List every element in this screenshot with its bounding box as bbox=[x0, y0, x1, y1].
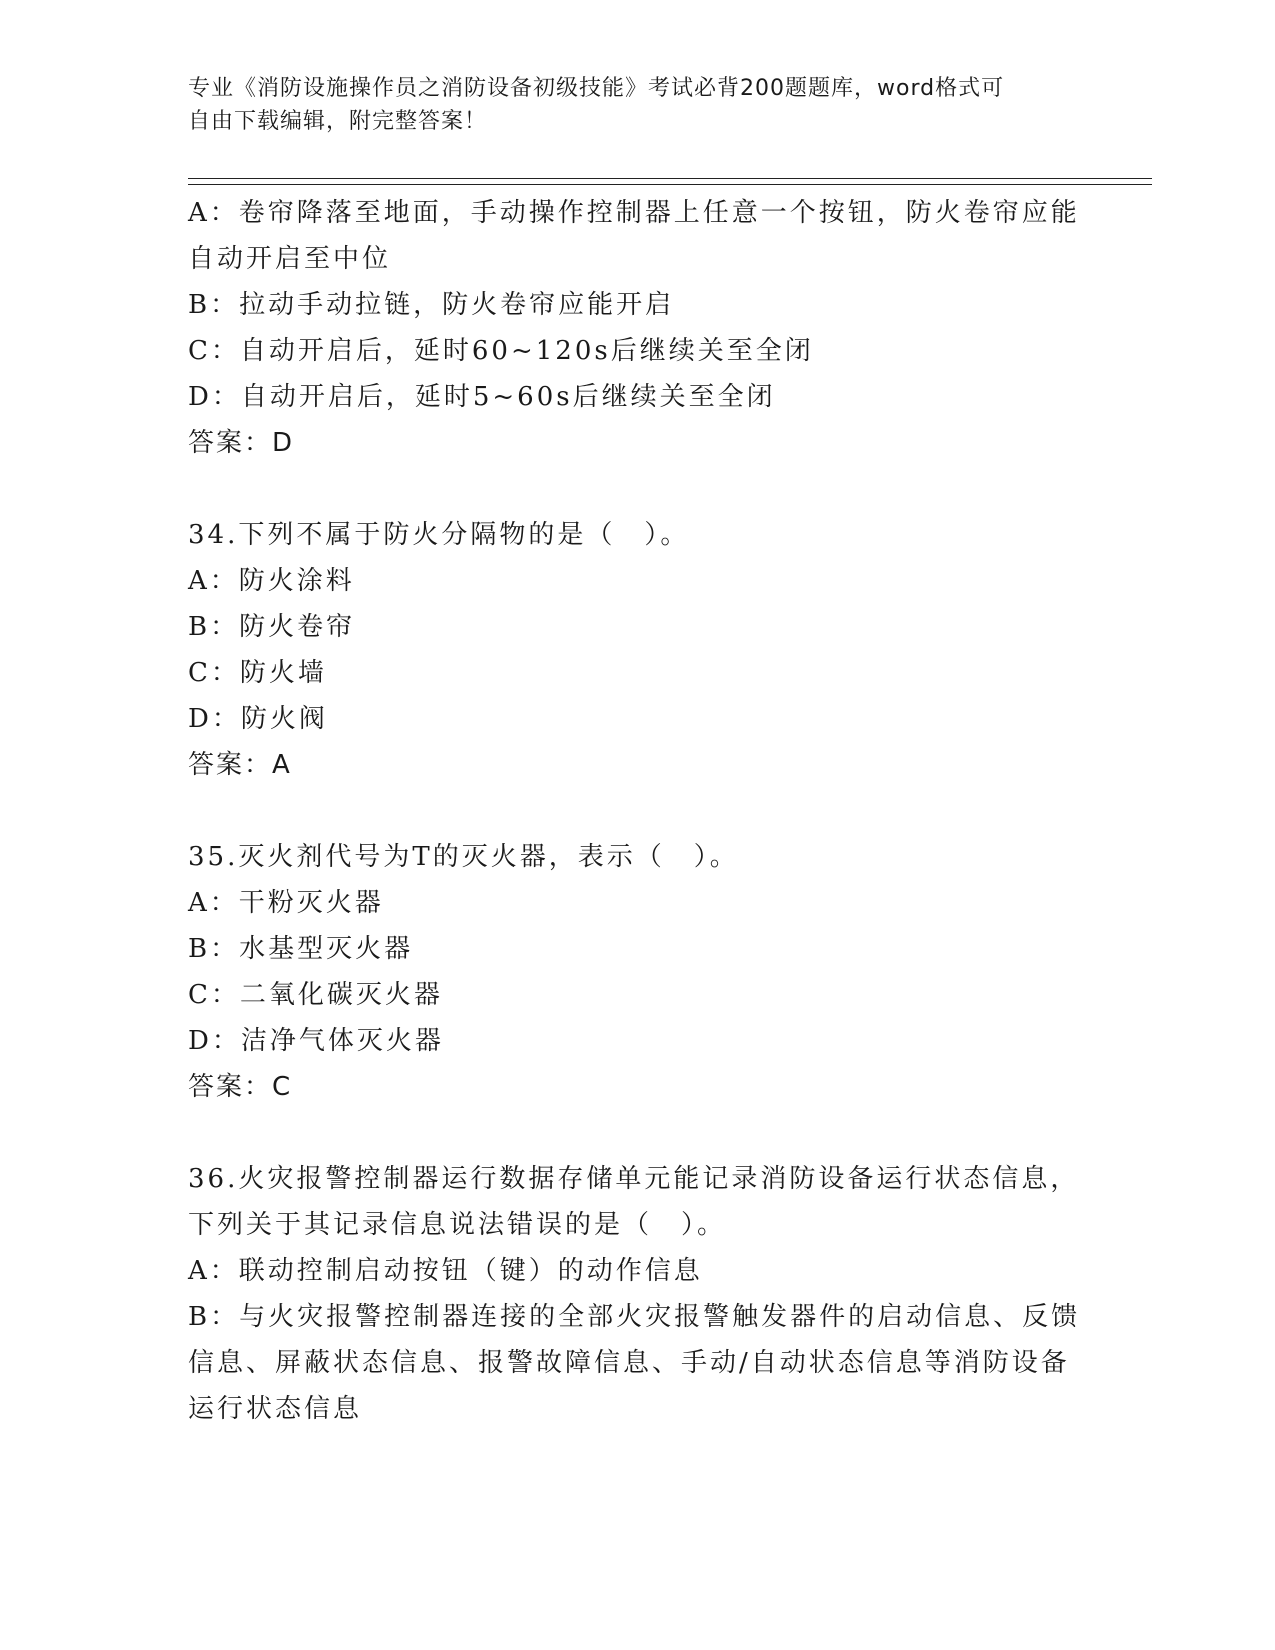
spacer bbox=[188, 788, 1088, 834]
question-35 bbox=[188, 834, 1088, 1110]
option-c: C：防火墙 bbox=[188, 658, 327, 688]
header-line-1: 专业《消防设施操作员之消防设备初级技能》考试必背200题题库，word格式可 bbox=[188, 76, 1005, 101]
answer: 答案：A bbox=[188, 750, 292, 780]
question-text: 34.下列不属于防火分隔物的是（ ）。 bbox=[188, 520, 690, 550]
option-c: C：自动开启后，延时60~120s后继续关至全闭 bbox=[188, 336, 814, 366]
answer: 答案：D bbox=[188, 428, 295, 458]
option-c: C：二氧化碳灭火器 bbox=[188, 980, 443, 1010]
header-divider-bottom bbox=[188, 184, 1152, 185]
option-d: D：洁净气体灭火器 bbox=[188, 1026, 444, 1056]
header-line-2: 自由下载编辑，附完整答案！ bbox=[188, 109, 488, 134]
spacer bbox=[188, 1110, 1088, 1156]
option-b: B：防火卷帘 bbox=[188, 612, 356, 642]
option-b-line-3: 运行状态信息 bbox=[188, 1394, 363, 1424]
option-a: A：干粉灭火器 bbox=[188, 888, 384, 918]
question-text: 35.灭火剂代号为T的灭火器，表示（ ）。 bbox=[188, 842, 739, 872]
option-b: B：拉动手动拉链，防火卷帘应能开启 bbox=[188, 290, 675, 320]
question-text-line-2: 下列关于其记录信息说法错误的是（ ）。 bbox=[188, 1210, 727, 1240]
question-33-tail bbox=[188, 190, 1088, 466]
option-b-line-1: B：与火灾报警控制器连接的全部火灾报警触发器件的启动信息、反馈 bbox=[188, 1302, 1081, 1332]
option-a: A：联动控制启动按钮（键）的动作信息 bbox=[188, 1256, 703, 1286]
question-text-line-1: 36.火灾报警控制器运行数据存储单元能记录消防设备运行状态信息， bbox=[188, 1164, 1080, 1194]
question-36 bbox=[188, 1156, 1088, 1432]
option-a-line-1: A：卷帘降落至地面，手动操作控制器上任意一个按钮，防火卷帘应能 bbox=[188, 198, 1080, 228]
answer: 答案：C bbox=[188, 1072, 293, 1102]
document-header bbox=[188, 72, 1068, 138]
header-divider-top bbox=[188, 178, 1152, 179]
option-d: D：防火阀 bbox=[188, 704, 328, 734]
option-b: B：水基型灭火器 bbox=[188, 934, 414, 964]
spacer bbox=[188, 466, 1088, 512]
option-a-line-2: 自动开启至中位 bbox=[188, 244, 392, 274]
question-list bbox=[188, 190, 1088, 1432]
question-34 bbox=[188, 512, 1088, 788]
option-a: A：防火涂料 bbox=[188, 566, 355, 596]
option-b-line-2: 信息、屏蔽状态信息、报警故障信息、手动/自动状态信息等消防设备 bbox=[188, 1348, 1070, 1378]
option-d: D：自动开启后，延时5~60s后继续关至全闭 bbox=[188, 382, 776, 412]
